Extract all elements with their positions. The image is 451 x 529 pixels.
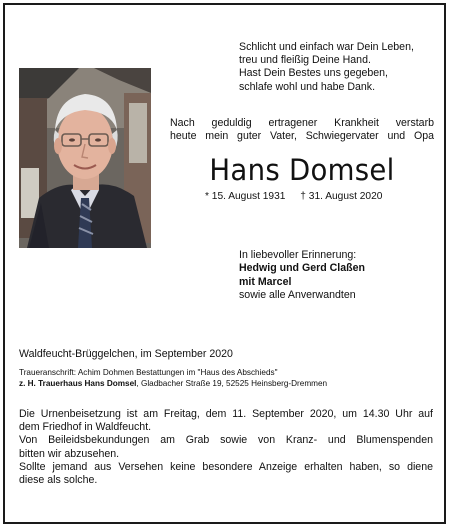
birth-date: * 15. August 1931 — [205, 191, 286, 202]
poem — [239, 41, 439, 94]
notice-line: heute mein guter Vater, Schwiegervater und Opa — [170, 130, 434, 143]
memory-intro: In liebevoller Erinnerung: — [239, 249, 357, 261]
mourners-block — [239, 249, 439, 303]
address-street: , Gladbacher Straße 19, 52525 Heinsberg-Dremmen — [136, 379, 328, 389]
mourning-address — [19, 367, 327, 389]
paragraph-line: Von Beileidsbekundungen am Grab sowie von Kranz- und Blumenspenden — [19, 434, 433, 447]
poem-line: Schlicht und einfach war Dein Leben, — [239, 41, 414, 53]
notice-line: Nach geduldig ertragener Krankheit verstarb — [170, 117, 434, 129]
mourner-names: Hedwig und Gerd Claßen — [239, 262, 365, 275]
address-line: Traueranschrift: Achim Dohmen Bestattungen im "Haus des Abschieds" — [19, 368, 278, 377]
mourner-relatives: sowie alle Anverwandten — [239, 289, 356, 302]
portrait-photo — [19, 68, 151, 248]
funeral-information — [19, 408, 433, 487]
poem-line: treu und fleißig Deine Hand. — [239, 54, 371, 67]
paragraph-line: diese als solche. — [19, 474, 98, 487]
poem-line: Hast Dein Bestes uns gegeben, — [239, 67, 388, 80]
death-notice-text — [170, 117, 434, 143]
poem-line: schlafe wohl und habe Dank. — [239, 80, 376, 93]
paragraph-line: Sollte jemand aus Versehen keine besondere Anzeige erhalten haben, so diene — [19, 460, 433, 473]
paragraph-line: Die Urnenbeisetzung ist am Freitag, dem 11. September 2020, um 14.30 Uhr auf — [19, 408, 433, 420]
life-dates — [205, 191, 425, 202]
address-recipient: z. H. Trauerhaus Hans Domsel — [19, 379, 137, 389]
paragraph-line: bitten wir abzusehen. — [19, 447, 120, 460]
paragraph-line: dem Friedhof in Waldfeucht. — [19, 421, 152, 434]
mourner-names: mit Marcel — [239, 275, 292, 288]
address-line — [19, 378, 327, 389]
deceased-name: Hans Domsel — [209, 153, 395, 187]
place-and-date: Waldfeucht-Brüggelchen, im September 2020 — [19, 348, 233, 360]
death-date: † 31. August 2020 — [300, 191, 383, 202]
